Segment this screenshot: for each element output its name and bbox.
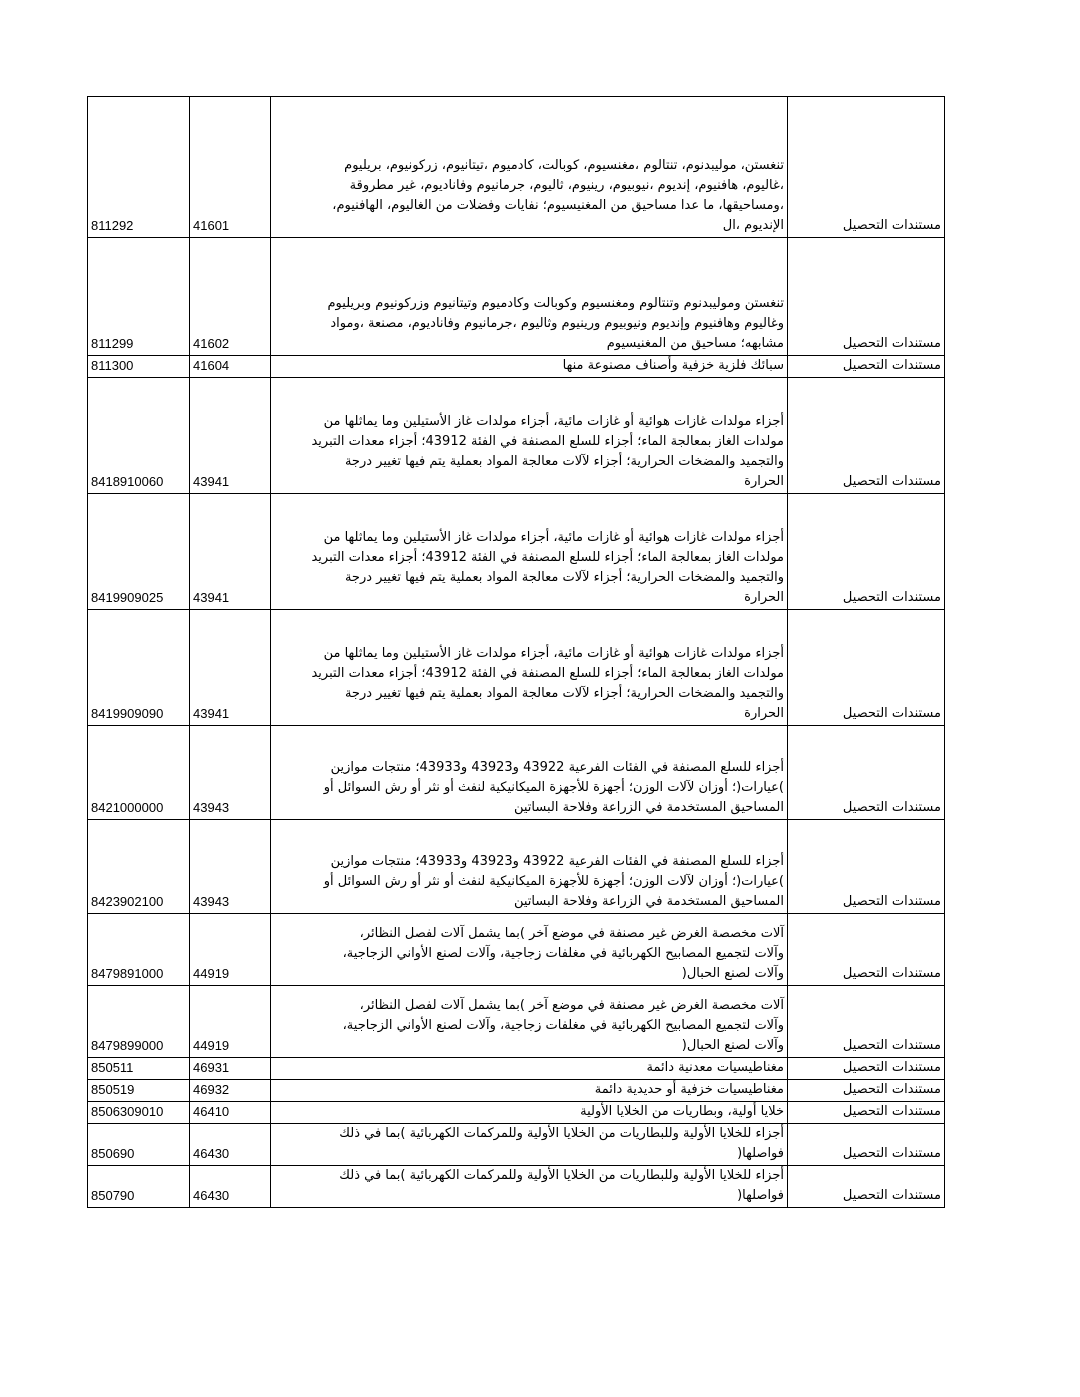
cpc-code-cell: 43943	[190, 726, 271, 820]
table-row	[88, 238, 945, 356]
tariff-table	[87, 96, 945, 1208]
hs-code-cell: 8419909025	[88, 494, 190, 610]
description-text: أجزاء مولدات غازات هوائية أو غازات مائية، أجزاء مولدات غاز الأستيلين وما يماثلها من مولدات الغاز بمعالجة الماء؛ أجزاء للسلع المصنفة في الفئة 43912؛ أجزاء معدات التبريد والتجميد والمضخات الحرارية؛ أجزاء لآلات معالجة المواد بعملية يتم فيها تغيير درجة الحرارة	[311, 414, 784, 489]
cpc-code-cell: 44919	[190, 986, 271, 1058]
description-text: أجزاء للخلايا الأولية وللبطاريات من الخلايا الأولية وللمركمات الكهربائية )بما في ذلك فواصلها(	[339, 1168, 784, 1203]
table-row	[88, 986, 945, 1058]
cpc-code-cell: 44919	[190, 914, 271, 986]
hs-code-cell: 850690	[88, 1124, 190, 1166]
cpc-code-cell: 41601	[190, 97, 271, 238]
description-text: مغناطيسيات خزفية أو حديدية دائمة	[594, 1082, 784, 1097]
hs-code-cell: 8421000000	[88, 726, 190, 820]
table-row	[88, 820, 945, 914]
description-cell	[271, 610, 788, 726]
document-type-cell: مستندات التحصيل	[788, 1058, 945, 1080]
document-type-cell: مستندات التحصيل	[788, 914, 945, 986]
table-row	[88, 97, 945, 238]
document-type-cell: مستندات التحصيل	[788, 356, 945, 378]
description-text: أجزاء مولدات غازات هوائية أو غازات مائية، أجزاء مولدات غاز الأستيلين وما يماثلها من مولدات الغاز بمعالجة الماء؛ أجزاء للسلع المصنفة في الفئة 43912؛ أجزاء معدات التبريد والتجميد والمضخات الحرارية؛ أجزاء لآلات معالجة المواد بعملية يتم فيها تغيير درجة الحرارة	[311, 646, 784, 721]
document-type-cell: مستندات التحصيل	[788, 1166, 945, 1208]
table-row	[88, 378, 945, 494]
table-row	[88, 1166, 945, 1208]
document-type-cell: مستندات التحصيل	[788, 1124, 945, 1166]
description-cell	[271, 726, 788, 820]
cpc-code-cell: 41602	[190, 238, 271, 356]
description-text: مغناطيسيات معدنية دائمة	[646, 1060, 784, 1075]
description-text: سبائك فلزية خزفية وأصناف مصنوعة منها	[562, 358, 784, 373]
hs-code-cell: 8479899000	[88, 986, 190, 1058]
cpc-code-cell: 46410	[190, 1102, 271, 1124]
hs-code-cell: 8419909090	[88, 610, 190, 726]
document-type-cell: مستندات التحصيل	[788, 238, 945, 356]
document-type-cell: مستندات التحصيل	[788, 494, 945, 610]
description-cell	[271, 1166, 788, 1208]
description-text: تنغستن وموليبدنوم وتنتالوم ومغنسيوم وكوبالت وكادميوم وتيتانيوم وزركونيوم وبريليوم وغاليوم وهافنيوم وإنديوم ونيوبيوم ورينيوم وثاليوم ،جرمانيوم وفاناديوم، مصنعة ،ومواد مشابهه؛ مساحيق من المغنيسيوم	[327, 296, 784, 351]
description-text: آلات مخصصة الغرض غير مصنفة في موضع آخر )بما يشمل آلات لفصل النظائر، وآلات لتجميع المصابيح الكهربائية في مغلفات زجاجية، وآلات لصنع الأواني الزجاجية، وآلات لصنع الحبال(	[342, 926, 784, 981]
description-cell	[271, 1080, 788, 1102]
document-type-cell: مستندات التحصيل	[788, 726, 945, 820]
document-type-cell: مستندات التحصيل	[788, 610, 945, 726]
description-cell	[271, 494, 788, 610]
hs-code-cell: 811299	[88, 238, 190, 356]
cpc-code-cell: 46430	[190, 1124, 271, 1166]
description-cell	[271, 914, 788, 986]
cpc-code-cell: 43943	[190, 820, 271, 914]
document-type-cell: مستندات التحصيل	[788, 97, 945, 238]
hs-code-cell: 850511	[88, 1058, 190, 1080]
table-row	[88, 1080, 945, 1102]
table-row	[88, 356, 945, 378]
document-type-cell: مستندات التحصيل	[788, 1102, 945, 1124]
cpc-code-cell: 41604	[190, 356, 271, 378]
cpc-code-cell: 43941	[190, 494, 271, 610]
hs-code-cell: 8506309010	[88, 1102, 190, 1124]
description-cell	[271, 356, 788, 378]
document-type-cell: مستندات التحصيل	[788, 986, 945, 1058]
description-cell	[271, 97, 788, 238]
description-cell	[271, 238, 788, 356]
hs-code-cell: 8418910060	[88, 378, 190, 494]
table-row	[88, 1102, 945, 1124]
cpc-code-cell: 43941	[190, 378, 271, 494]
table-row	[88, 494, 945, 610]
description-text: أجزاء للسلع المصنفة في الفئات الفرعية 43922 و43923 و43933؛ منتجات موازين )عيارات(؛ أوزان لآلات الوزن؛ أجهزة للأجهزة الميكانيكية لنفث أو نثر أو رش السوائل أو المساحيق المستخدمة في الزراعة وفلاحة البساتين	[323, 760, 784, 815]
cpc-code-cell: 43941	[190, 610, 271, 726]
description-cell	[271, 820, 788, 914]
hs-code-cell: 850790	[88, 1166, 190, 1208]
description-text: تنغستن، موليبدنوم، تنتالوم ،مغنسيوم، كوبالت، كادميوم ،تيتانيوم، زركونيوم، بريليوم ،غاليوم، هافنيوم، إنديوم ،نيوبيوم، رينيوم، ثاليوم، جرمانيوم وفاناديوم، غير مطروقة ،ومساحيقها، ما عدا مساحيق من المغنيسيوم؛ نفايات وفضلات من الغاليوم، الهافنيوم، الإنديوم ،ال	[332, 158, 784, 233]
hs-code-cell: 8479891000	[88, 914, 190, 986]
description-cell	[271, 1058, 788, 1080]
cpc-code-cell: 46430	[190, 1166, 271, 1208]
description-text: أجزاء للخلايا الأولية وللبطاريات من الخلايا الأولية وللمركمات الكهربائية )بما في ذلك فواصلها(	[339, 1126, 784, 1161]
description-text: أجزاء مولدات غازات هوائية أو غازات مائية، أجزاء مولدات غاز الأستيلين وما يماثلها من مولدات الغاز بمعالجة الماء؛ أجزاء للسلع المصنفة في الفئة 43912؛ أجزاء معدات التبريد والتجميد والمضخات الحرارية؛ أجزاء لآلات معالجة المواد بعملية يتم فيها تغيير درجة الحرارة	[311, 530, 784, 605]
document-type-cell: مستندات التحصيل	[788, 820, 945, 914]
table-row	[88, 1124, 945, 1166]
description-cell	[271, 1124, 788, 1166]
table-row	[88, 610, 945, 726]
document-type-cell: مستندات التحصيل	[788, 378, 945, 494]
table-row	[88, 914, 945, 986]
table-row	[88, 1058, 945, 1080]
hs-code-cell: 811300	[88, 356, 190, 378]
description-text: خلايا أولية، وبطاريات من الخلايا الأولية	[580, 1104, 784, 1119]
hs-code-cell: 850519	[88, 1080, 190, 1102]
cpc-code-cell: 46931	[190, 1058, 271, 1080]
description-text: آلات مخصصة الغرض غير مصنفة في موضع آخر )بما يشمل آلات لفصل النظائر، وآلات لتجميع المصابيح الكهربائية في مغلفات زجاجية، وآلات لصنع الأواني الزجاجية، وآلات لصنع الحبال(	[342, 998, 784, 1053]
table-row	[88, 726, 945, 820]
document-type-cell: مستندات التحصيل	[788, 1080, 945, 1102]
cpc-code-cell: 46932	[190, 1080, 271, 1102]
description-cell	[271, 1102, 788, 1124]
description-cell	[271, 378, 788, 494]
hs-code-cell: 811292	[88, 97, 190, 238]
description-cell	[271, 986, 788, 1058]
hs-code-cell: 8423902100	[88, 820, 190, 914]
description-text: أجزاء للسلع المصنفة في الفئات الفرعية 43922 و43923 و43933؛ منتجات موازين )عيارات(؛ أوزان لآلات الوزن؛ أجهزة للأجهزة الميكانيكية لنفث أو نثر أو رش السوائل أو المساحيق المستخدمة في الزراعة وفلاحة البساتين	[323, 854, 784, 909]
